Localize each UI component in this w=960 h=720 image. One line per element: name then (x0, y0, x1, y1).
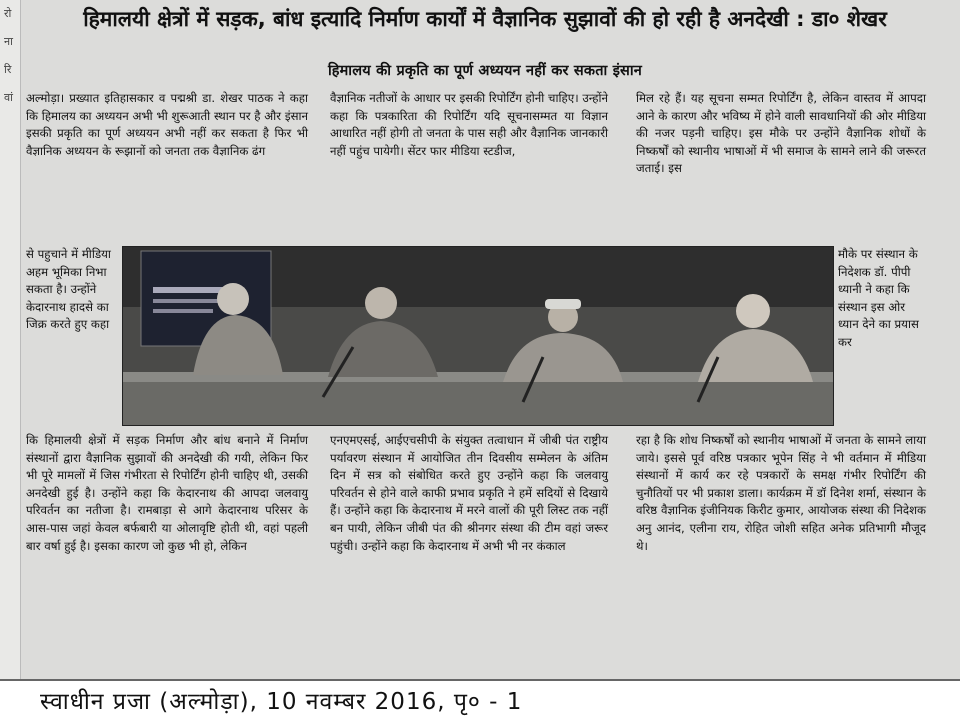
article-paragraph: वैज्ञानिक नतीजों के आधार पर इसकी रिपोर्टिंग होनी चाहिए। उन्होंने कहा कि पत्रकारिता की रिपोर्टिंग यदि सूचनासम्मत या विज्ञान आधारित नहीं होगी तो जनता के पास सही और वैज्ञानिक जानकारी नहीं पहुंच पायेगी। सेंटर फार मीडिया स्टडीज, (330, 91, 608, 158)
article-paragraph: मिल रहे हैं। यह सूचना सम्मत रिपोर्टिंग है, लेकिन वास्तव में आपदा आने के कारण और भविष्य में होने वाली सावधानियों की ओर मीडिया की नजर पड़नी चाहिए। इस मौके पर उन्होंने वैज्ञानिक शोधों के निष्कर्षों को स्थानीय भाषाओं में भी समाज के सामने लाने की जरूरत जताई। इस (636, 91, 926, 176)
margin-fragment: ना (4, 35, 13, 48)
photo-illustration (123, 247, 833, 425)
margin-fragment: वां (4, 91, 13, 104)
article-paragraph: मौके पर संस्थान के निदेशक डॉ. पीपी ध्यानी ने कहा कि संस्थान इस ओर ध्यान देने का प्रयास कर (838, 247, 919, 349)
article-paragraph: रहा है कि शोध निष्कर्षों को स्थानीय भाषाओं में जनता के सामने लाया जाये। इससे पूर्व वरिष्ठ पत्रकार भूपेन सिंह ने भी वर्तमान में मीडिया संस्थानों में कार्य कर रहे पत्रकारों के समक्ष गंभीर रिपोर्टिंग की चुनौतियों पर भी प्रकाश डाला। कार्यक्रम में डॉ दिनेश शर्मा, संस्थान के वरिष्ठ वैज्ञानिक इंजीनियक किरीट कुमार, आयोजक संस्था की निदेशक अनु आनंद, एलीना राय, रोहित जोशी सहित अनेक प्रतिभागी मौजूद थे। (636, 433, 926, 553)
handwritten-source-note: स्वाधीन प्रजा (अल्मोड़ा), 10 नवम्बर 2016, पृ० - 1 (40, 689, 523, 715)
column-1-wrap (26, 246, 118, 334)
column-2-top (330, 90, 608, 160)
column-3-wrap (838, 246, 928, 352)
event-photo (122, 246, 834, 426)
article-paragraph: कि हिमालयी क्षेत्रों में सड़क निर्माण और बांध बनाने में निर्माण संस्थानों द्वारा वैज्ञानिक सुझावों की अनदेखी की गयी, लेकिन फिर भी पूरे मामलों में जिस गंभीरता से रिपोर्टिंग होनी चाहिए थी, उसकी अनदेखी हुई है। उन्होंने कहा कि केदारनाथ की आपदा जलवायु परिवर्तन का नतीजा है। रामबाड़ा से आगे केदारनाथ परिसर के आस-पास जहां केवल बर्फबारी या ओलावृष्टि होती थी, वहां पहली बार वर्षा हुई है। इसका कारण जो कुछ भी हो, लेकिन (26, 433, 308, 553)
column-3-top (636, 90, 926, 178)
article-paragraph: अल्मोड़ा। प्रख्यात इतिहासकार व पद्मश्री डा. शेखर पाठक ने कहा कि हिमालय का अध्ययन अभी भी शुरूआती स्थान पर है और इंसान इसकी प्रकृति का पूर्ण अध्ययन अभी नहीं कर सकता है फिर भी वैज्ञानिक अध्ययन के रूझानों को जनता तक वैज्ञानिक ढंग (26, 91, 308, 158)
headline: हिमालयी क्षेत्रों में सड़क, बांध इत्यादि निर्माण कार्यों में वैज्ञानिक सुझावों की हो रही है अनदेखी : डा० शेखर (83, 7, 887, 31)
column-2-bottom (330, 432, 608, 555)
margin-fragment: रि (4, 63, 12, 76)
column-1-top (26, 90, 308, 160)
column-1-bottom (26, 432, 308, 555)
article-paragraph: एनएमएसई, आईएचसीपी के संयुक्त तत्वाधान में जीबी पंत राष्ट्रीय पर्यावरण संस्थान में आयोजित तीन दिवसीय सम्मेलन के अंतिम दिन में सत्र को संबोधित करते हुए उन्होंने कहा कि जलवायु परिवर्तन से होने वाले काफी प्रभाव प्रकृति ने हमें सदियों से दिखाये हैं। उन्होंने कहा कि केदारनाथ में मरने वालों की पूरी लिस्ट तक नहीं बन पायी, लेकिन जीबी पंत की श्रीनगर संस्था की टीम वहां जरूर पहुंची। उन्होंने कहा कि केदारनाथ में अभी भी नर कंकाल (330, 433, 608, 553)
article-paragraph: से पहुचाने में मीडिया अहम भूमिका निभा सकता है। उन्होंने केदारनाथ हादसे का जिक्र करते हुए कहा (26, 247, 111, 332)
column-3-bottom (636, 432, 926, 555)
clipping-edge (0, 679, 960, 681)
left-margin-strip (0, 0, 21, 680)
subheadline: हिमालय की प्रकृति का पूर्ण अध्ययन नहीं कर सकता इंसान (327, 63, 643, 79)
margin-fragment: रो (4, 7, 12, 20)
